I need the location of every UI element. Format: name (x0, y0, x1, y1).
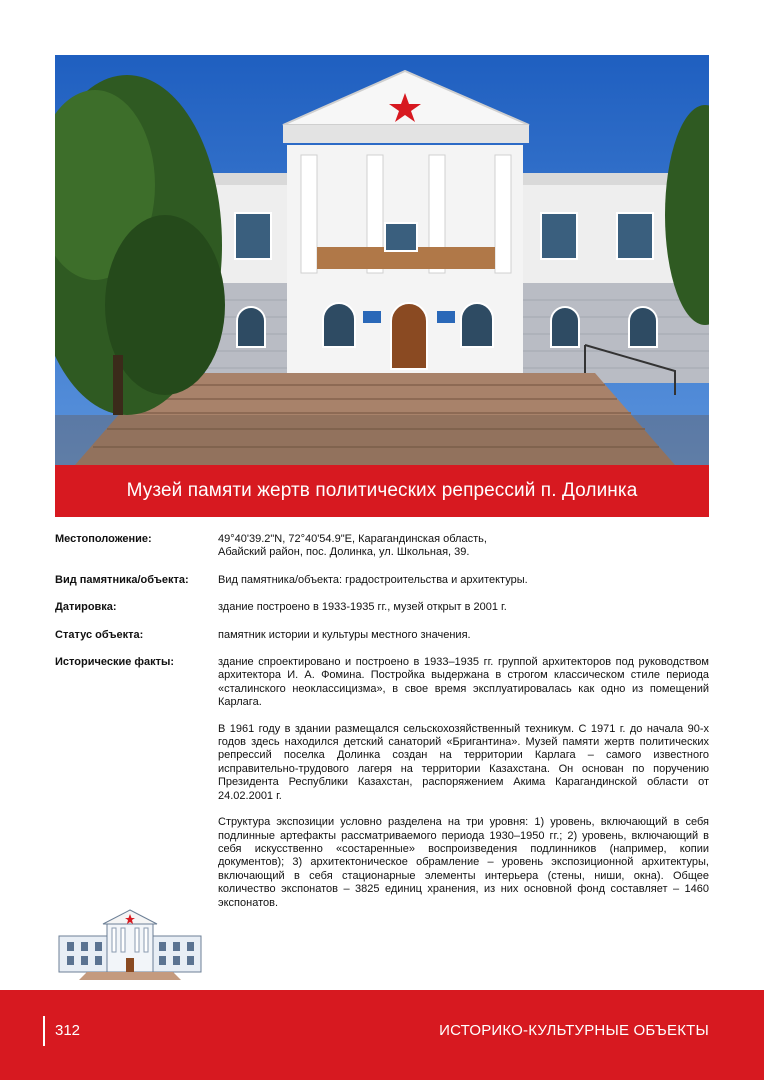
field-status (55, 629, 709, 642)
value-line: Абайский район, пос. Долинка, ул. Школьная, 39. (218, 546, 470, 559)
field-value: памятник истории и культуры местного значения. (218, 628, 471, 641)
field-label: Датировка: (55, 601, 117, 614)
facts-paragraph: В 1961 году в здании размещался сельскохозяйственный техникум. С 1971 г. до начала 90-х годов здесь находился детский санаторий «Бригантина». Музей памяти жертв политических репрессий поселка Долинка создан на территории Карлага – самого известного исправительно-трудового лагеря на территории Казахстана. Он основан по поручению Президента Республики Казахстан, распоряжением Акима Карагандинской области от 24.02.2001 г. (218, 722, 709, 802)
field-value: Вид памятника/объекта: градостроительства и архитектуры. (218, 573, 528, 586)
field-value (218, 533, 709, 560)
page-number: 312 (55, 1022, 81, 1039)
field-type (55, 574, 709, 587)
museum-building-illustration (55, 55, 709, 465)
field-value (218, 656, 709, 910)
field-dating (55, 601, 709, 614)
facts-paragraph: здание спроектировано и построено в 1933–1935 гг. группой архитекторов под руководством архитектора И. А. Фомина. Постройка выдержана в строгом классическом стиле периода «сталинского неоклассицизма», в свое время эксплуатировалась как одно из помещений Карлага. (218, 656, 709, 709)
field-label: Вид памятника/объекта: (55, 573, 189, 586)
field-label: Статус объекта: (55, 628, 144, 641)
field-location (55, 533, 709, 560)
page-footer (0, 990, 764, 1080)
museum-photo (55, 55, 709, 465)
page-title: Музей памяти жертв политических репрессий п. Долинка (55, 465, 709, 517)
field-historical-facts (55, 656, 709, 910)
field-label: Местоположение: (55, 533, 152, 545)
value-line: 49°40'39.2"N, 72°40'54.9"E, Карагандинская область, (218, 533, 487, 545)
facts-paragraph: Структура экспозиции условно разделена на три уровня: 1) уровень, включающий в себя подлинные артефакты рассматриваемого периода 1930–1950 гг.; 2) уровень, включающий в себя искусственно «состаренные» воспроизведения подлинников (например, копии документов); 3) архитектоническое обрамление – уровень экспозиционной архитектуры, включающий в себя стационарные элементы интерьера (стены, ниши, окна). Общее количество экспонатов – 3825 единиц хранения, из них основной фонд составляет – 1460 экспонатов. (218, 816, 709, 909)
footer-divider (43, 1016, 45, 1046)
museum-building-drawing-icon (57, 906, 203, 982)
info-section (55, 533, 709, 924)
field-label: Исторические факты: (55, 656, 175, 669)
section-title: ИСТОРИКО-КУЛЬТУРНЫЕ ОБЪЕКТЫ (439, 1022, 709, 1039)
field-value: здание построено в 1933-1935 гг., музей открыт в 2001 г. (218, 601, 507, 614)
